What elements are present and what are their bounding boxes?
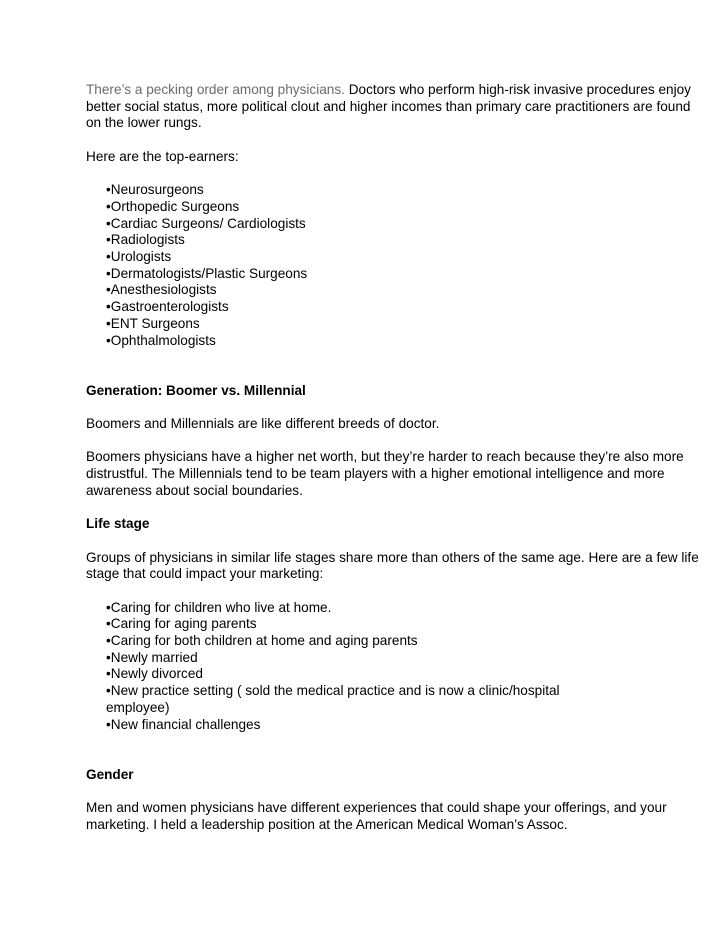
bullet-icon: • [106, 315, 111, 331]
bullet-icon: • [106, 716, 111, 732]
gender-heading: Gender [86, 766, 134, 782]
bullet-icon: • [106, 282, 111, 298]
life-stage-list [86, 600, 626, 734]
bullet-icon: • [106, 249, 111, 264]
list-item: •Newly divorced [106, 666, 203, 682]
generation-paragraph-2: Boomers physicians have a higher net worth, but they’re harder to reach because they’re also more distrustful. The Millennials tend to be team players with a higher emotional intelligence and more awareness about social boundaries. [86, 449, 684, 498]
list-item: •Neurosurgeons [106, 182, 204, 198]
bullet-icon: • [106, 616, 111, 632]
bullet-icon: • [106, 683, 111, 699]
bullet-icon: • [106, 633, 111, 649]
life-stage-heading: Life stage [86, 516, 150, 532]
bullet-icon: • [106, 666, 111, 682]
list-item: •Caring for both children at home and aging parents [106, 633, 418, 649]
bullet-icon: • [106, 649, 111, 665]
list-item: •New financial challenges [106, 716, 261, 732]
list-item: •Orthopedic Surgeons [106, 198, 240, 214]
list-item: •Cardiac Surgeons/ Cardiologists [106, 215, 306, 231]
gender-paragraph: Men and women physicians have different experiences that could shape your offerings, and your marketing. I held a leadership position at the American Medical Woman’s Assoc. [86, 800, 667, 832]
life-stage-paragraph: Groups of physicians in similar life stages share more than others of the same age. Here are a few life stage that could impact your marketing: [86, 549, 699, 582]
list-item: •Newly married [106, 649, 198, 665]
top-earners-intro: Here are the top-earners: [86, 148, 239, 164]
generation-heading: Generation: Boomer vs. Millennial [86, 382, 306, 398]
list-item: •Anesthesiologists [106, 282, 217, 298]
intro-paragraph [86, 82, 706, 132]
bullet-icon: • [106, 232, 111, 248]
list-item: •Radiologists [106, 232, 185, 248]
list-item: •Caring for aging parents [106, 616, 257, 632]
intro-rest: Doctors who perform high-risk invasive procedures enjoy better social status, more political clout and higher incomes than primary care practitioners are found on the lower rungs. [86, 82, 691, 131]
bullet-icon: • [106, 215, 111, 231]
intro-lead: There’s a pecking order among physicians. [86, 82, 345, 97]
bullet-icon: • [106, 265, 111, 281]
top-earners-list [86, 182, 706, 349]
list-item: •New practice setting ( sold the medical practice and is now a clinic/hospital employee) [106, 683, 560, 715]
list-item: •Ophthalmologists [106, 332, 216, 348]
list-item: •ENT Surgeons [106, 315, 200, 331]
bullet-icon: • [106, 198, 111, 214]
list-item: •Gastroenterologists [106, 299, 229, 315]
bullet-icon: • [106, 332, 111, 348]
bullet-icon: • [106, 182, 111, 198]
generation-paragraph-1: Boomers and Millennials are like different breeds of doctor. [86, 416, 440, 431]
bullet-icon: • [106, 599, 111, 615]
list-item: •Urologists [106, 249, 172, 264]
bullet-icon: • [106, 299, 111, 315]
list-item: •Dermatologists/Plastic Surgeons [106, 265, 308, 281]
list-item: •Caring for children who live at home. [106, 599, 332, 615]
document-page [86, 82, 706, 833]
